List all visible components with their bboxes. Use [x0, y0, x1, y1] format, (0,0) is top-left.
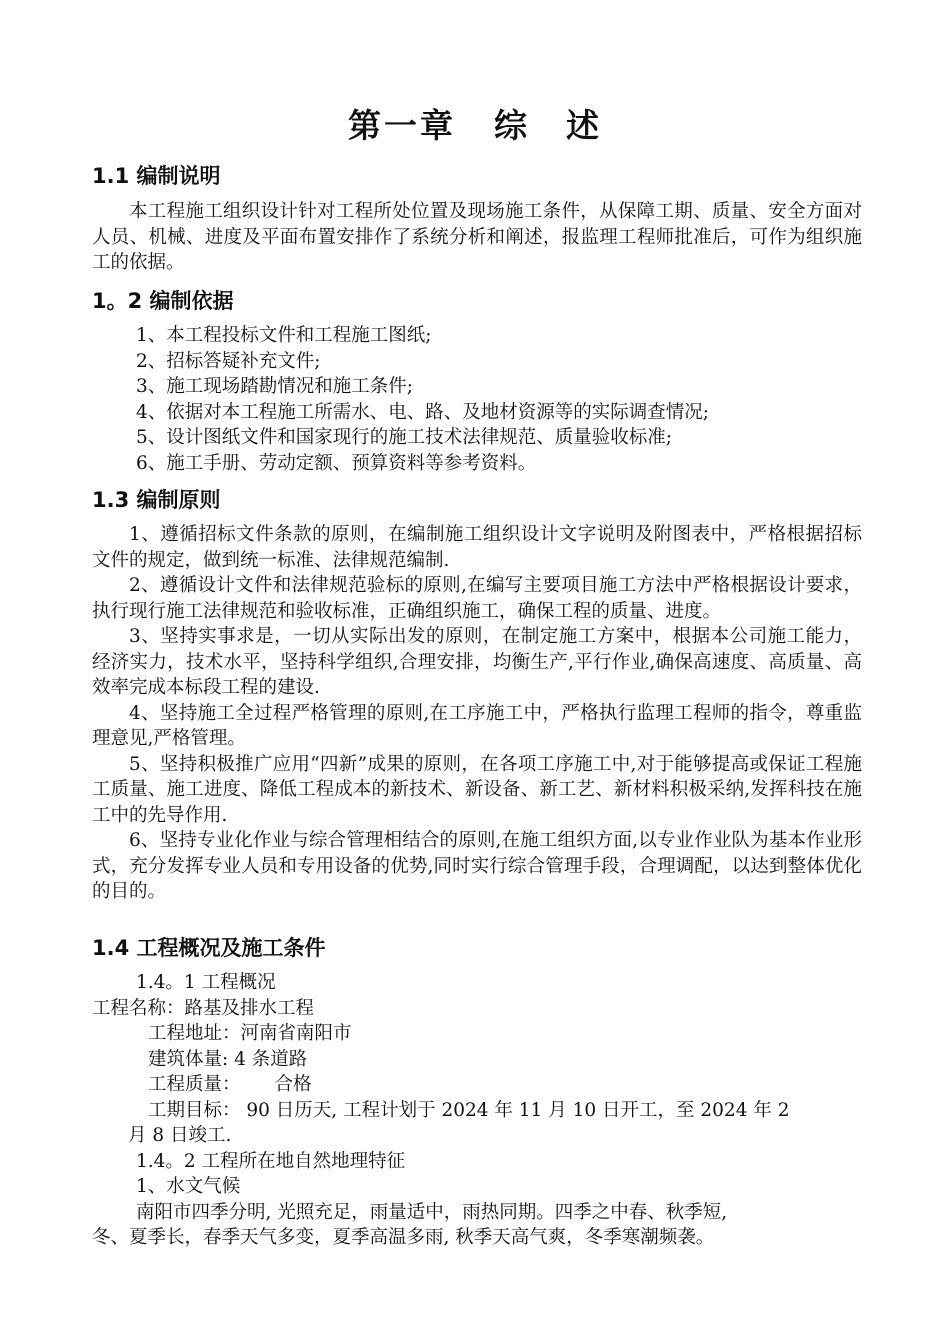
list-item: 6、施工手册、劳动定额、预算资料等参考资料。: [136, 452, 537, 474]
paragraph: 4、坚持施工全过程严格管理的原则,在工序施工中，严格执行监理工程师的指令，尊重监理意见,严格管理。: [92, 702, 862, 749]
project-name: 工程名称：路基及排水工程: [92, 997, 315, 1019]
section-1-2-list: [92, 323, 862, 476]
chapter-title: [0, 100, 950, 147]
paragraph: 5、坚持积极推广应用“四新”成果的原则，在各项工序施工中,对于能够提高或保证工程施工质量、施工进度、降低工程成本的新技术、新设备、新工艺、新材料积极采纳,发挥科技在施工中的先导作用.: [92, 753, 862, 826]
section-heading-1-3: 1.3 编制原则: [92, 488, 221, 512]
climate-paragraph: 南阳市四季分明, 光照充足，雨量适中，雨热同期。四季之中春、秋季短,: [136, 1201, 728, 1223]
project-volume: 建筑体量: 4 条道路: [148, 1048, 308, 1070]
schedule-target-continued: 月 8 日竣工.: [128, 1125, 232, 1146]
list-item: 4、依据对本工程施工所需水、电、路、及地材资源等的实际调查情况;: [136, 401, 710, 423]
paragraph: 1、遵循招标文件条款的原则，在编制施工组织设计文字说明及附图表中，严格根据招标文件的规定，做到统一标准、法律规范编制.: [92, 524, 862, 571]
subsection-heading: 1.4。1 工程概况: [136, 972, 276, 993]
chapter-name: 综 述: [494, 106, 602, 145]
chapter-label: 第一章: [348, 106, 456, 145]
paragraph: 3、坚持实事求是，一切从实际出发的原则，在制定施工方案中，根据本公司施工能力，经济实力，技术水平，坚持科学组织,合理安排，均衡生产,平行作业,确保高速度、高质量、高效率完成本标段工程的建设.: [92, 626, 862, 698]
list-item: 3、施工现场踏勘情况和施工条件;: [136, 376, 414, 397]
project-address: 工程地址：河南省南阳市: [148, 1023, 352, 1044]
quality-value: 合格: [274, 1074, 312, 1095]
schedule-target: 工期目标： 90 日历天, 工程计划于 2024 年 11 月 10 日开工，至 2024 年 2: [148, 1099, 790, 1121]
section-1-3-body: [92, 522, 862, 905]
project-quality: [92, 1072, 862, 1098]
list-item: 2、招标答疑补充文件;: [136, 350, 321, 372]
subsection-heading: 1.4。2 工程所在地自然地理特征: [136, 1150, 406, 1172]
paragraph: 6、坚持专业化作业与综合管理相结合的原则,在施工组织方面,以专业作业队为基本作业形式，充分发挥专业人员和专用设备的优势,同时实行综合管理手段，合理调配，以达到整体优化的目的。: [92, 830, 862, 902]
quality-label: 工程质量：: [148, 1074, 241, 1095]
section-1-4-body: [92, 970, 862, 1251]
section-1-1-body: [92, 199, 862, 276]
list-item: 5、设计图纸文件和国家现行的施工技术法律规范、质量验收标准;: [136, 427, 673, 448]
section-heading-1-1: 1.1 编制说明: [92, 164, 221, 188]
list-item: 1、水文气候: [136, 1176, 241, 1197]
section-heading-1-2: 1。2 编制依据: [92, 289, 234, 313]
list-item: 1、本工程投标文件和工程施工图纸;: [136, 325, 432, 346]
section-heading-1-4: 1.4 工程概况及施工条件: [92, 936, 326, 960]
paragraph: 本工程施工组织设计针对工程所处位置及现场施工条件，从保障工期、质量、安全方面对人员、机械、进度及平面布置安排作了系统分析和阐述，报监理工程师批准后，可作为组织施工的依据。: [92, 201, 862, 273]
paragraph: 2、遵循设计文件和法律规范验标的原则,在编写主要项目施工方法中严格根据设计要求，执行现行施工法律规范和验收标准，正确组织施工，确保工程的质量、进度。: [92, 575, 862, 622]
climate-paragraph-continued: 冬、夏季长，春季天气多变，夏季高温多雨, 秋季天高气爽，冬季寒潮频袭。: [92, 1227, 715, 1248]
